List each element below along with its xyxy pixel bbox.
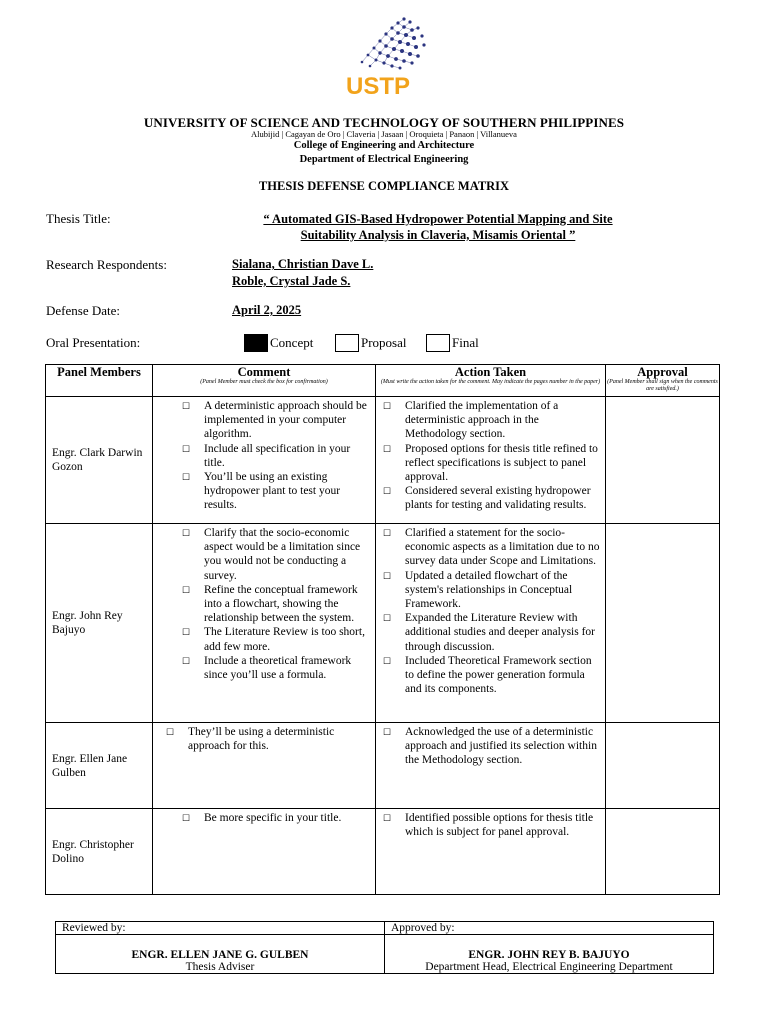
checkbox-icon[interactable]: ☐ [182,472,191,483]
university-name: UNIVERSITY OF SCIENCE AND TECHNOLOGY OF SOUTHERN PHILIPPINES [143,115,625,130]
ustp-dots-graphic [338,14,438,110]
header-approval-title: Approval [637,365,688,379]
college-name: College of Engineering and Architecture [293,140,475,151]
comment-cell [153,809,376,895]
action-list [376,524,605,696]
checkbox-icon[interactable]: ☐ [383,401,392,411]
list-item [382,526,601,569]
list-item [382,399,601,442]
list-item [181,399,371,442]
respondents-label: Research Respondents: [46,257,167,272]
action-text: Considered several existing hydropower plants for testing and validating results. [405,485,591,512]
header-comment [153,365,376,397]
checkbox-icon[interactable]: ☐ [182,401,191,411]
approval-cell[interactable] [606,723,720,809]
approval-cell[interactable] [606,524,720,723]
approver-role: Department Head, Electrical Engineering Department [385,961,714,974]
comment-cell [153,397,376,524]
list-item [181,470,371,513]
list-item [382,442,601,485]
oral-option-proposal[interactable] [335,334,407,352]
defense-date-label: Defense Date: [46,303,120,318]
list-item [382,484,601,512]
thesis-title-line-2: Suitability Analysis in Claveria, Misamis Oriental ” [300,228,576,242]
comment-list [153,809,375,825]
checkbox-icon[interactable]: ☐ [182,528,191,538]
list-item [181,625,371,653]
table-header-row [46,365,720,397]
list-item [382,654,601,697]
ustp-logo [338,14,438,110]
action-cell [376,397,606,524]
list-item [382,725,601,768]
action-text: Included Theoretical Framework section to define the power generation formula and its components. [405,654,592,696]
table-row [46,524,720,723]
action-text: Proposed options for thesis title refined to reflect specifications is subject to panel approval. [405,442,598,484]
signature-role-row [56,961,714,974]
checkbox-empty-icon[interactable] [426,334,450,352]
oral-option-final[interactable] [426,334,479,352]
thesis-title-value [218,211,658,243]
approval-cell[interactable] [606,809,720,895]
list-item [181,526,371,583]
checkbox-icon[interactable]: ☐ [383,443,392,454]
defense-date-value: April 2, 2025 [232,303,302,317]
action-list [376,397,605,513]
respondent-1: Sialana, Christian Dave L. [232,257,374,271]
list-item [382,569,601,612]
comment-text: They’ll be using a deterministic approach for this. [188,726,335,753]
header-action-taken [376,365,606,397]
checkbox-icon[interactable]: ☐ [182,627,191,638]
action-list [376,809,605,839]
reviewer-name: ENGR. ELLEN JANE G. GULBEN [56,935,385,962]
reviewed-by-label: Reviewed by: [56,922,385,935]
comment-text: Include a theoretical framework since you’ll use a formula. [204,654,352,682]
panel-member-name: Engr. Christopher Dolino [46,809,153,895]
list-item [181,583,371,626]
oral-option-label: Concept [270,335,314,350]
action-cell [376,524,606,723]
action-text: Clarified a statement for the socio-economic aspects as a limitation due to no survey data under Scope and Limitations. [405,527,600,568]
panel-member-name: Engr. John Rey Bajuyo [46,524,153,723]
header-panel-members: Panel Members [46,365,153,397]
table-row [46,397,720,524]
compliance-matrix-table [45,364,720,895]
comment-cell [153,524,376,723]
action-cell [376,809,606,895]
action-text: Acknowledged the use of a deterministic approach and justified its selection within the Methodology section. [405,726,597,767]
header-approval [606,365,720,397]
panel-member-name: Engr. Clark Darwin Gozon [46,397,153,524]
checkbox-icon[interactable]: ☐ [383,727,392,737]
list-item [181,811,371,825]
signature-name-row [56,935,714,962]
header-comment-title: Comment [237,365,291,379]
comment-text: You’ll be using an existing hydropower plant to test your results. [204,471,341,512]
checkbox-icon[interactable]: ☐ [182,813,191,823]
list-item [181,654,371,682]
checkbox-icon[interactable]: ☐ [383,486,392,497]
comment-text: Clarify that the socio-economic aspect would be a limitation since you would not be conducting a survey. [204,527,361,582]
checkbox-icon[interactable]: ☐ [383,813,392,823]
comment-cell [153,723,376,809]
oral-option-label: Final [452,335,479,350]
comment-text: Be more specific in your title. [204,812,342,824]
checkbox-checked-icon[interactable] [244,334,268,352]
action-list [376,723,605,768]
header-approval-note: (Panel Member shall sign when the comments are satisfied.) [607,379,718,392]
header-action-title: Action Taken [454,365,527,379]
svg-text:USTP: USTP [346,73,411,100]
action-text: Identified possible options for thesis title which is subject for panel approval. [405,812,594,839]
checkbox-empty-icon[interactable] [335,334,359,352]
checkbox-icon[interactable]: ☐ [383,570,392,581]
list-item [165,725,371,753]
checkbox-icon[interactable]: ☐ [182,443,191,454]
comment-text: The Literature Review is too short, add few more. [204,626,365,653]
comment-text: Include all specification in your title. [204,442,351,469]
action-cell [376,723,606,809]
action-text: Clarified the implementation of a deterministic approach in the Methodology section. [405,400,559,441]
action-text: Updated a detailed flowchart of the system's relationships in Conceptual Framework. [405,569,573,611]
list-item [181,442,371,470]
respondent-2: Roble, Crystal Jade S. [232,274,351,288]
panel-member-name: Engr. Ellen Jane Gulben [46,723,153,809]
checkbox-icon[interactable]: ☐ [383,655,392,666]
signature-table [55,921,714,974]
document-title: THESIS DEFENSE COMPLIANCE MATRIX [258,179,510,193]
list-item [382,611,601,654]
department-name: Department of Electrical Engineering [299,154,469,165]
checkbox-icon[interactable]: ☐ [182,584,191,595]
oral-presentation-label: Oral Presentation: [46,335,141,350]
comment-text: Refine the conceptual framework into a flowchart, showing the relationship between the system. [204,583,358,625]
comment-list [153,723,375,753]
oral-option-label: Proposal [361,335,407,350]
header-comment-note: (Panel Member must check the box for confirmation) [200,379,328,385]
checkbox-icon[interactable]: ☐ [383,613,392,624]
signature-label-row [56,922,714,935]
comment-text: A deterministic approach should be implemented in your computer algorithm. [204,400,367,441]
thesis-title-label: Thesis Title: [46,211,111,226]
comment-list [153,524,375,682]
header-action-note: (Must write the action taken for the comment. May indicate the pages number in the paper) [380,379,601,385]
list-item [382,811,601,839]
oral-option-concept[interactable] [244,334,313,352]
approval-cell[interactable] [606,397,720,524]
approver-name: ENGR. JOHN REY B. BAJUYO [385,935,714,962]
reviewer-role: Thesis Adviser [56,961,385,974]
campus-list: Alubijid | Cagayan de Oro | Claveria | Jasaan | Oroquieta | Panaon | Villanueva [251,129,517,139]
approved-by-label: Approved by: [385,922,714,935]
checkbox-icon[interactable]: ☐ [383,528,392,538]
checkbox-icon[interactable]: ☐ [166,727,175,737]
table-row [46,809,720,895]
thesis-title-line-1: “ Automated GIS-Based Hydropower Potential Mapping and Site [263,212,613,226]
table-row [46,723,720,809]
checkbox-icon[interactable]: ☐ [182,655,191,666]
comment-list [153,397,375,513]
action-text: Expanded the Literature Review with additional studies and deeper analysis for through discussion. [405,612,596,653]
